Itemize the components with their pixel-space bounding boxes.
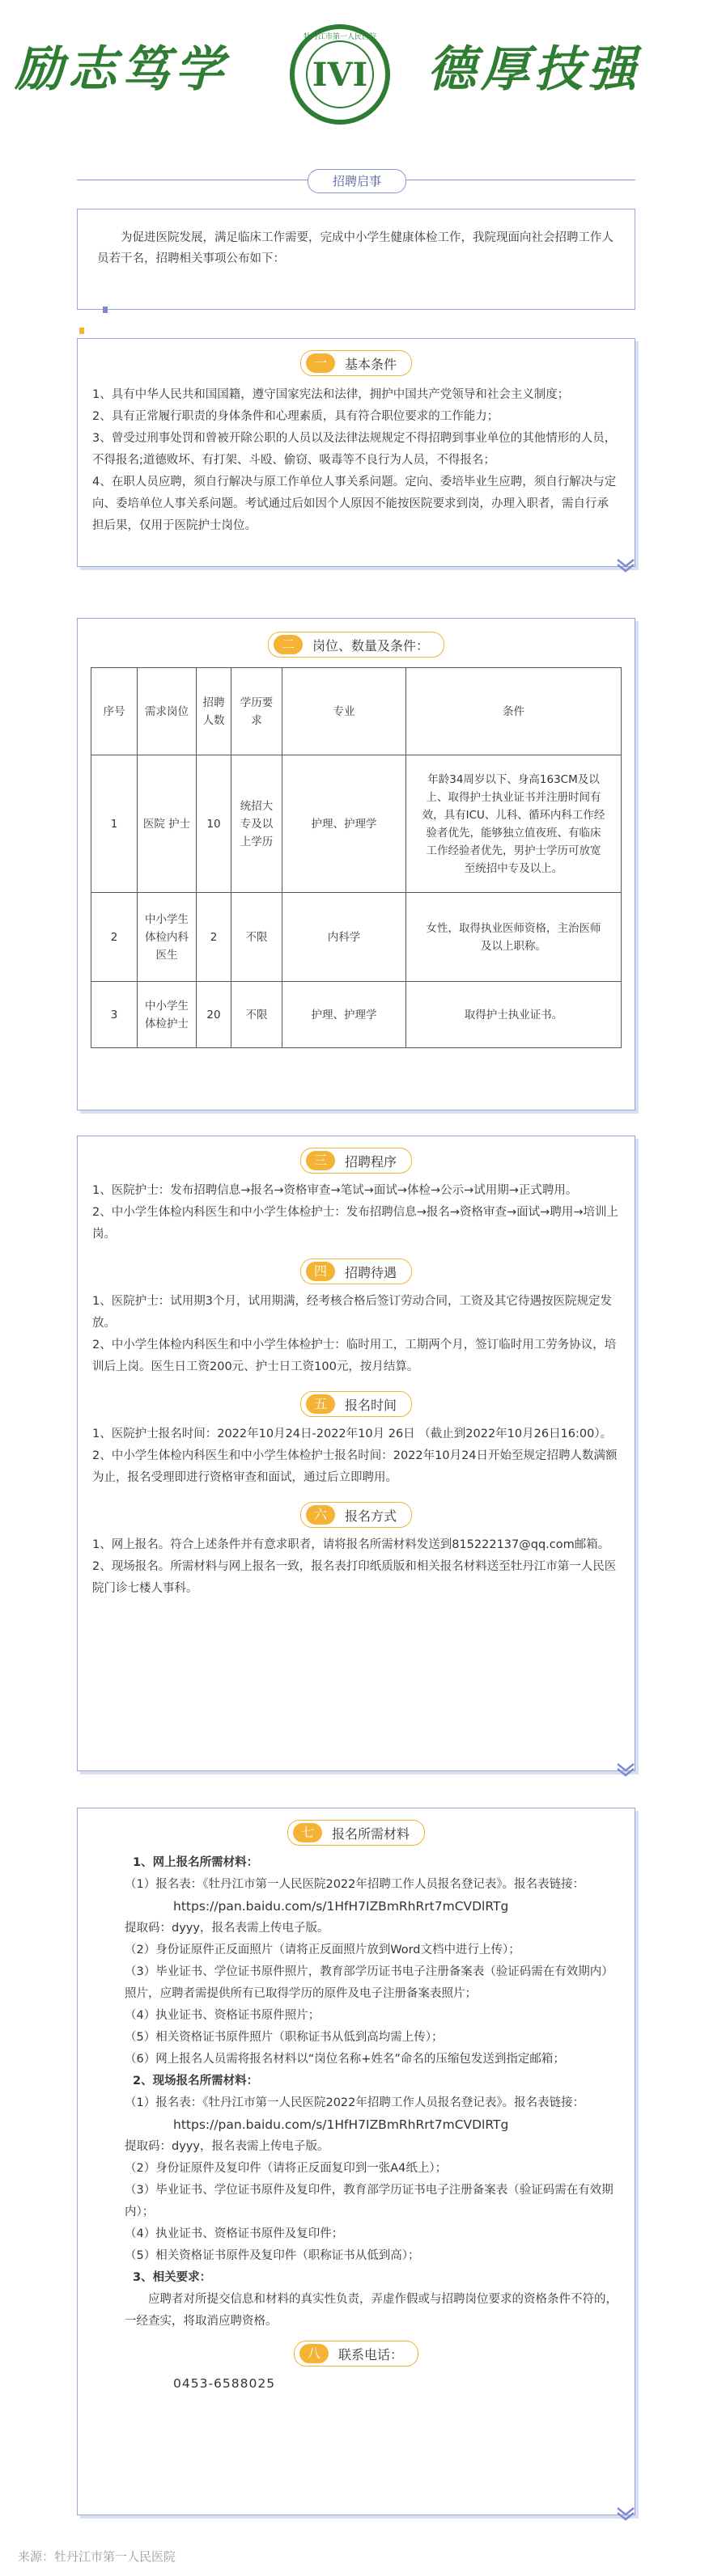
table-cell: 护理、护理学 <box>282 755 406 893</box>
section-2-number: 二 <box>274 635 303 654</box>
registration-time-item: 1、医院护士报名时间：2022年10月24日-2022年10月 26日 （截止到2022年10月26日16:00）。 <box>92 1428 613 1440</box>
condition-item: 1、具有中华人民共和国国籍，遵守国家宪法和法律，拥护中国共产党领导和社会主义制度； <box>92 388 570 401</box>
positions-table <box>91 667 622 1048</box>
slogan-left: 励志笃学 <box>15 41 228 98</box>
section-materials-box <box>77 1808 635 2515</box>
registration-link[interactable]: https://pan.baidu.com/s/1HfH7IZBmRhRrt7mCVDlRTg <box>173 2117 509 2132</box>
table-cell: 1 <box>91 755 138 893</box>
section-5-heading <box>300 1391 412 1417</box>
material-item: （2）身份证原件正反面照片（请将正反面照片放到Word文档中进行上传）； <box>125 1944 520 1956</box>
slogan-right: 德厚技强 <box>427 41 641 98</box>
section-6-heading <box>300 1502 412 1528</box>
material-item: （5）相关资格证书原件照片（职称证书从低到高均需上传）； <box>125 2031 444 2044</box>
section-5-title: 报名时间 <box>344 1397 397 1413</box>
table-cell: 统招大专及以上学历 <box>231 755 282 893</box>
table-row <box>91 982 622 1048</box>
registration-link[interactable]: https://pan.baidu.com/s/1HfH7IZBmRhRrt7mCVDlRTg <box>173 1899 509 1914</box>
table-header-cell: 招聘人数 <box>197 668 231 755</box>
section-1-title: 基本条件 <box>344 356 397 372</box>
section-4-heading <box>300 1258 412 1284</box>
section-1-heading <box>300 350 412 376</box>
procedure-item: 2、中小学生体检内科医生和中小学生体检护士：发布招聘信息→报名→资格审查→面试→聘用→培训上岗。 <box>92 1206 618 1241</box>
section-8-heading <box>294 2341 418 2367</box>
chevron-down-icon <box>615 2505 636 2523</box>
requirements-text: 应聘者对所提交信息和材料的真实性负责，弄虚作假或与招聘岗位要求的资格条件不符的，一经查实，将取消应聘资格。 <box>125 2293 618 2328</box>
registration-method-item: 1、网上报名。符合上述条件并有意求职者，请将报名所需材料发送到815222137@qq.com邮箱。 <box>92 1538 610 1551</box>
decor-dots-icon <box>79 299 91 306</box>
hospital-logo <box>290 24 390 125</box>
table-header-cell: 条件 <box>406 668 622 755</box>
section-7-title: 报名所需材料 <box>331 1825 410 1842</box>
table-cell: 取得护士执业证书。 <box>406 982 622 1048</box>
material-item: （2）身份证原件及复印件（请将正反面复印到一张A4纸上）； <box>125 2162 448 2175</box>
intro-box <box>77 209 635 310</box>
table-cell: 护理、护理学 <box>282 982 406 1048</box>
header-banner <box>0 0 709 137</box>
requirements-heading: 3、相关要求： <box>133 2271 212 2284</box>
table-cell: 女性，取得执业医师资格，主治医师及以上职称。 <box>406 893 622 982</box>
table-cell: 中小学生体检护士 <box>138 982 197 1048</box>
section-procedure-box <box>77 1136 635 1771</box>
material-item: （6）网上报名人员需将报名材料以“岗位名称+姓名”命名的压缩包发送到指定邮箱； <box>125 2053 565 2066</box>
section-7-number: 七 <box>293 1823 322 1842</box>
table-header-cell: 学历要求 <box>231 668 282 755</box>
table-header-cell: 专业 <box>282 668 406 755</box>
registration-time-item: 2、中小学生体检内科医生和中小学生体检护士报名时间：2022年10月24日开始至规定招聘人数满额为止，报名受理即进行资格审查和面试，通过后立即聘用。 <box>92 1449 618 1484</box>
material-item: 提取码：dyyy，报名表需上传电子版。 <box>125 1922 329 1935</box>
table-cell: 2 <box>197 893 231 982</box>
table-row <box>91 755 622 893</box>
material-item: （1）报名表：《牡丹江市第一人民医院2022年招聘工作人员报名登记表》。报名表链接： <box>125 1878 585 1891</box>
section-5-number: 五 <box>306 1394 335 1414</box>
page-title-row <box>77 166 635 195</box>
section-4-title: 招聘待遇 <box>344 1264 397 1280</box>
condition-item: 2、具有正常履行职责的身体条件和心理素质，具有符合职位要求的工作能力； <box>92 410 499 423</box>
table-header-row <box>91 668 622 755</box>
procedure-item: 1、医院护士：发布招聘信息→报名→资格审查→笔试→面试→体检→公示→试用期→正式聘用。 <box>92 1184 578 1197</box>
page-title: 招聘启事 <box>308 169 406 193</box>
section-4-number: 四 <box>306 1262 335 1281</box>
section-8-number: 八 <box>299 2344 329 2363</box>
table-cell: 中小学生体检内科医生 <box>138 893 197 982</box>
treatment-item: 1、医院护士：试用期3个月，试用期满，经考核合格后签订劳动合同，工资及其它待遇按医院规定发放。 <box>92 1295 612 1330</box>
chevron-down-icon <box>615 556 636 574</box>
table-header-cell: 需求岗位 <box>138 668 197 755</box>
section-6-number: 六 <box>306 1505 335 1525</box>
material-item: （5）相关资格证书原件及复印件（职称证书从低到高）； <box>125 2249 420 2262</box>
online-materials-heading: 1、网上报名所需材料： <box>133 1856 259 1869</box>
treatment-item: 2、中小学生体检内科医生和中小学生体检护士：临时用工，工期两个月，签订临时用工劳务协议，培训后上岗。医生日工资200元、护士日工资100元，按月结算。 <box>92 1339 617 1373</box>
table-row <box>91 893 622 982</box>
section-basic-conditions <box>77 338 635 567</box>
table-cell: 不限 <box>231 893 282 982</box>
section-6-title: 报名方式 <box>344 1508 397 1524</box>
table-cell: 内科学 <box>282 893 406 982</box>
chevron-down-icon <box>615 1761 636 1779</box>
material-item: （3）毕业证书、学位证书原件照片，教育部学历证书电子注册备案表（验证码需在有效期内）照片，应聘者需提供所有已取得学历的原件及电子注册备案表照片； <box>125 1965 613 2000</box>
table-cell: 10 <box>197 755 231 893</box>
table-cell: 20 <box>197 982 231 1048</box>
section-2-heading <box>268 632 444 658</box>
condition-item: 3、曾受过刑事处罚和曾被开除公职的人员以及法律法规规定不得招聘到事业单位的其他情形的人员，不得报名;道德败坏、有打架、斗殴、偷窃、吸毒等不良行为人员，不得报名； <box>92 432 617 467</box>
section-8-title: 联系电话： <box>338 2346 403 2362</box>
table-cell: 不限 <box>231 982 282 1048</box>
section-3-title: 招聘程序 <box>344 1153 397 1170</box>
intro-text: 为促进医院发展，满足临床工作需要，完成中小学生健康体检工作，我院现面向社会招聘工作人员若干名，招聘相关事项公布如下： <box>97 231 613 265</box>
table-cell: 2 <box>91 893 138 982</box>
section-2-title: 岗位、数量及条件： <box>312 637 429 654</box>
section-positions <box>77 618 635 1110</box>
registration-method-item: 2、现场报名。所需材料与网上报名一致，报名表打印纸质版和相关报名材料送至牡丹江市第一人民医院门诊七楼人事科。 <box>92 1560 617 1595</box>
material-item: 提取码：dyyy，报名表需上传电子版。 <box>125 2140 329 2153</box>
logo-ring-text: 牡丹江市第一人民医院 <box>303 33 376 41</box>
section-3-heading <box>300 1148 412 1174</box>
material-item: （4）执业证书、资格证书原件及复印件； <box>125 2227 344 2240</box>
section-7-heading <box>287 1820 425 1846</box>
table-header-cell: 序号 <box>91 668 138 755</box>
material-item: （3）毕业证书、学位证书原件及复印件，教育部学历证书电子注册备案表（验证码需在有效期内）； <box>125 2184 613 2219</box>
condition-item: 4、在职人员应聘，须自行解决与原工作单位人事关系问题。定向、委培毕业生应聘，须自行解决与定向、委培单位人事关系问题。考试通过后如因个人原因不能按医院要求到岗，办理入职者，需自行承担后果，仅用于医院护士岗位。 <box>92 476 617 532</box>
material-item: （1）报名表：《牡丹江市第一人民医院2022年招聘工作人员报名登记表》。报名表链接： <box>125 2096 585 2109</box>
onsite-materials-heading: 2、现场报名所需材料： <box>133 2075 259 2087</box>
table-cell: 年龄34周岁以下、身高163CM及以上、取得护士执业证书并注册时间有效，具有ICU、儿科、循环内科工作经验者优先，能够独立值夜班、有临床工作经验者优先，男护士学历可放宽至统招中专及以上。 <box>406 755 622 893</box>
section-3-number: 三 <box>306 1151 335 1170</box>
logo-mark: IVI <box>312 55 368 94</box>
table-cell: 3 <box>91 982 138 1048</box>
table-cell: 医院 护士 <box>138 755 197 893</box>
source-note: 来源：牡丹江市第一人民医院 <box>18 2549 176 2564</box>
material-item: （4）执业证书、资格证书原件照片； <box>125 2009 321 2022</box>
contact-phone: 0453-6588025 <box>173 2376 276 2391</box>
section-1-number: 一 <box>306 353 335 373</box>
